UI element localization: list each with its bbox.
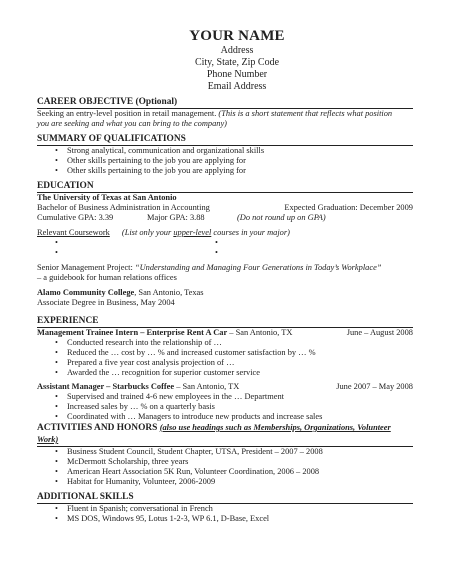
list-item: • Prepared a five year cost analysis projection of …: [37, 358, 413, 368]
second-school-location: , San Antonio, Texas: [134, 288, 204, 297]
project-description: – a guidebook for human relations offices: [37, 273, 177, 282]
list-item: • Business Student Council, Student Chapter, UTSA, President – 2007 – 2008: [37, 447, 413, 457]
job-dates: June 2007 – May 2008: [336, 382, 413, 391]
skills-list: [37, 504, 413, 524]
list-item: • American Heart Association 5K Run, Volunteer Coordination, 2006 – 2008: [37, 467, 413, 477]
school-name: The University of Texas at San Antonio: [37, 193, 177, 202]
list-item: • Other skills pertaining to the job you are applying for: [37, 156, 413, 166]
gpa-note: (Do not round up on GPA): [237, 213, 326, 222]
major-gpa: Major GPA: 3.88: [147, 213, 205, 222]
skills-heading: ADDITIONAL SKILLS: [37, 492, 413, 504]
list-item: • Fluent in Spanish; conversational in French: [37, 504, 413, 514]
senior-project: [37, 263, 413, 273]
coursework-label: Relevant Coursework: [37, 228, 110, 237]
phone-line: Phone Number: [206, 69, 268, 80]
job-location: – San Antonio, TX: [174, 382, 240, 391]
qualifications-heading: SUMMARY OF QUALIFICATIONS: [37, 134, 413, 146]
objective-note-2: you are seeking and what you can bring to the company): [37, 119, 227, 128]
applicant-name: YOUR NAME: [189, 28, 285, 44]
bullet: •: [55, 248, 58, 257]
list-item: • Strong analytical, communication and organizational skills: [37, 146, 413, 156]
expected-graduation: Expected Graduation: December 2009: [284, 203, 413, 212]
job-title: Assistant Manager – Starbucks Coffee: [37, 382, 175, 391]
education-heading: EDUCATION: [37, 181, 413, 193]
coursework-line: [37, 228, 413, 238]
list-item: • Supervised and trained 4-6 new employees in the … Department: [37, 392, 413, 402]
resume-header: [0, 28, 474, 93]
bullet: •: [215, 238, 218, 247]
list-item: • Increased sales by … % on a quarterly basis: [37, 402, 413, 412]
list-item: • MS DOS, Windows 95, Lotus 1-2-3, WP 6.1, D-Base, Excel: [37, 514, 413, 524]
coursework-bullets: [37, 238, 413, 248]
job-header: [37, 328, 413, 338]
list-item: • Habitat for Humanity, Volunteer, 2006-2009: [37, 477, 413, 487]
cumulative-gpa: Cumulative GPA: 3.39: [37, 213, 114, 222]
second-school-name: Alamo Community College: [37, 288, 135, 297]
qualifications-list: [37, 146, 413, 176]
activities-list: [37, 447, 413, 487]
list-item: • McDermott Scholarship, three years: [37, 457, 413, 467]
career-objective-heading: CAREER OBJECTIVE (Optional): [37, 97, 413, 109]
list-item: • Coordinated with … Managers to introduce new products and increase sales: [37, 412, 413, 422]
bullet: •: [215, 248, 218, 257]
experience-heading: EXPERIENCE: [37, 316, 413, 328]
second-degree: Associate Degree in Business, May 2004: [37, 298, 175, 307]
objective-statement: Seeking an entry-level position in retail management.: [37, 109, 219, 118]
degree-row: [37, 203, 413, 213]
career-objective-text: [37, 109, 413, 119]
bullet: •: [55, 238, 58, 247]
job-dates: June – August 2008: [346, 328, 413, 337]
coursework-note: (List only your upper-level courses in your major): [121, 228, 290, 237]
project-label: Senior Management Project:: [37, 263, 135, 272]
job-header: [37, 382, 413, 392]
list-item: • Reduced the … cost by … % and increased customer satisfaction by … %: [37, 348, 413, 358]
list-item: • Conducted research into the relationship of …: [37, 338, 413, 348]
job-location: – San Antonio, TX: [227, 328, 293, 337]
project-title: “Understanding and Managing Four Generations in Today’s Workplace”: [134, 263, 382, 272]
objective-note-1: (This is a short statement that reflects what position: [218, 109, 393, 118]
list-item: • Other skills pertaining to the job you are applying for: [37, 166, 413, 176]
gpa-row: [37, 213, 413, 223]
degree: Bachelor of Business Administration in Accounting: [37, 203, 210, 212]
job-bullets: [37, 392, 413, 422]
activities-subtitle: (also use headings such as Memberships, Organizations, Volunteer Work): [37, 423, 391, 444]
resume-body: [37, 97, 413, 524]
email-line: Email Address: [207, 81, 267, 92]
address-line: Address: [220, 45, 254, 56]
list-item: • Awarded the … recognition for superior customer service: [37, 368, 413, 378]
city-state-zip-line: City, State, Zip Code: [194, 57, 280, 68]
activities-heading: [37, 422, 413, 447]
job-bullets: [37, 338, 413, 378]
job-title: Management Trainee Intern – Enterprise Rent A Car: [37, 328, 228, 337]
activities-title: ACTIVITIES AND HONORS: [37, 423, 160, 433]
coursework-bullets: [37, 248, 413, 258]
second-school: [37, 288, 413, 298]
